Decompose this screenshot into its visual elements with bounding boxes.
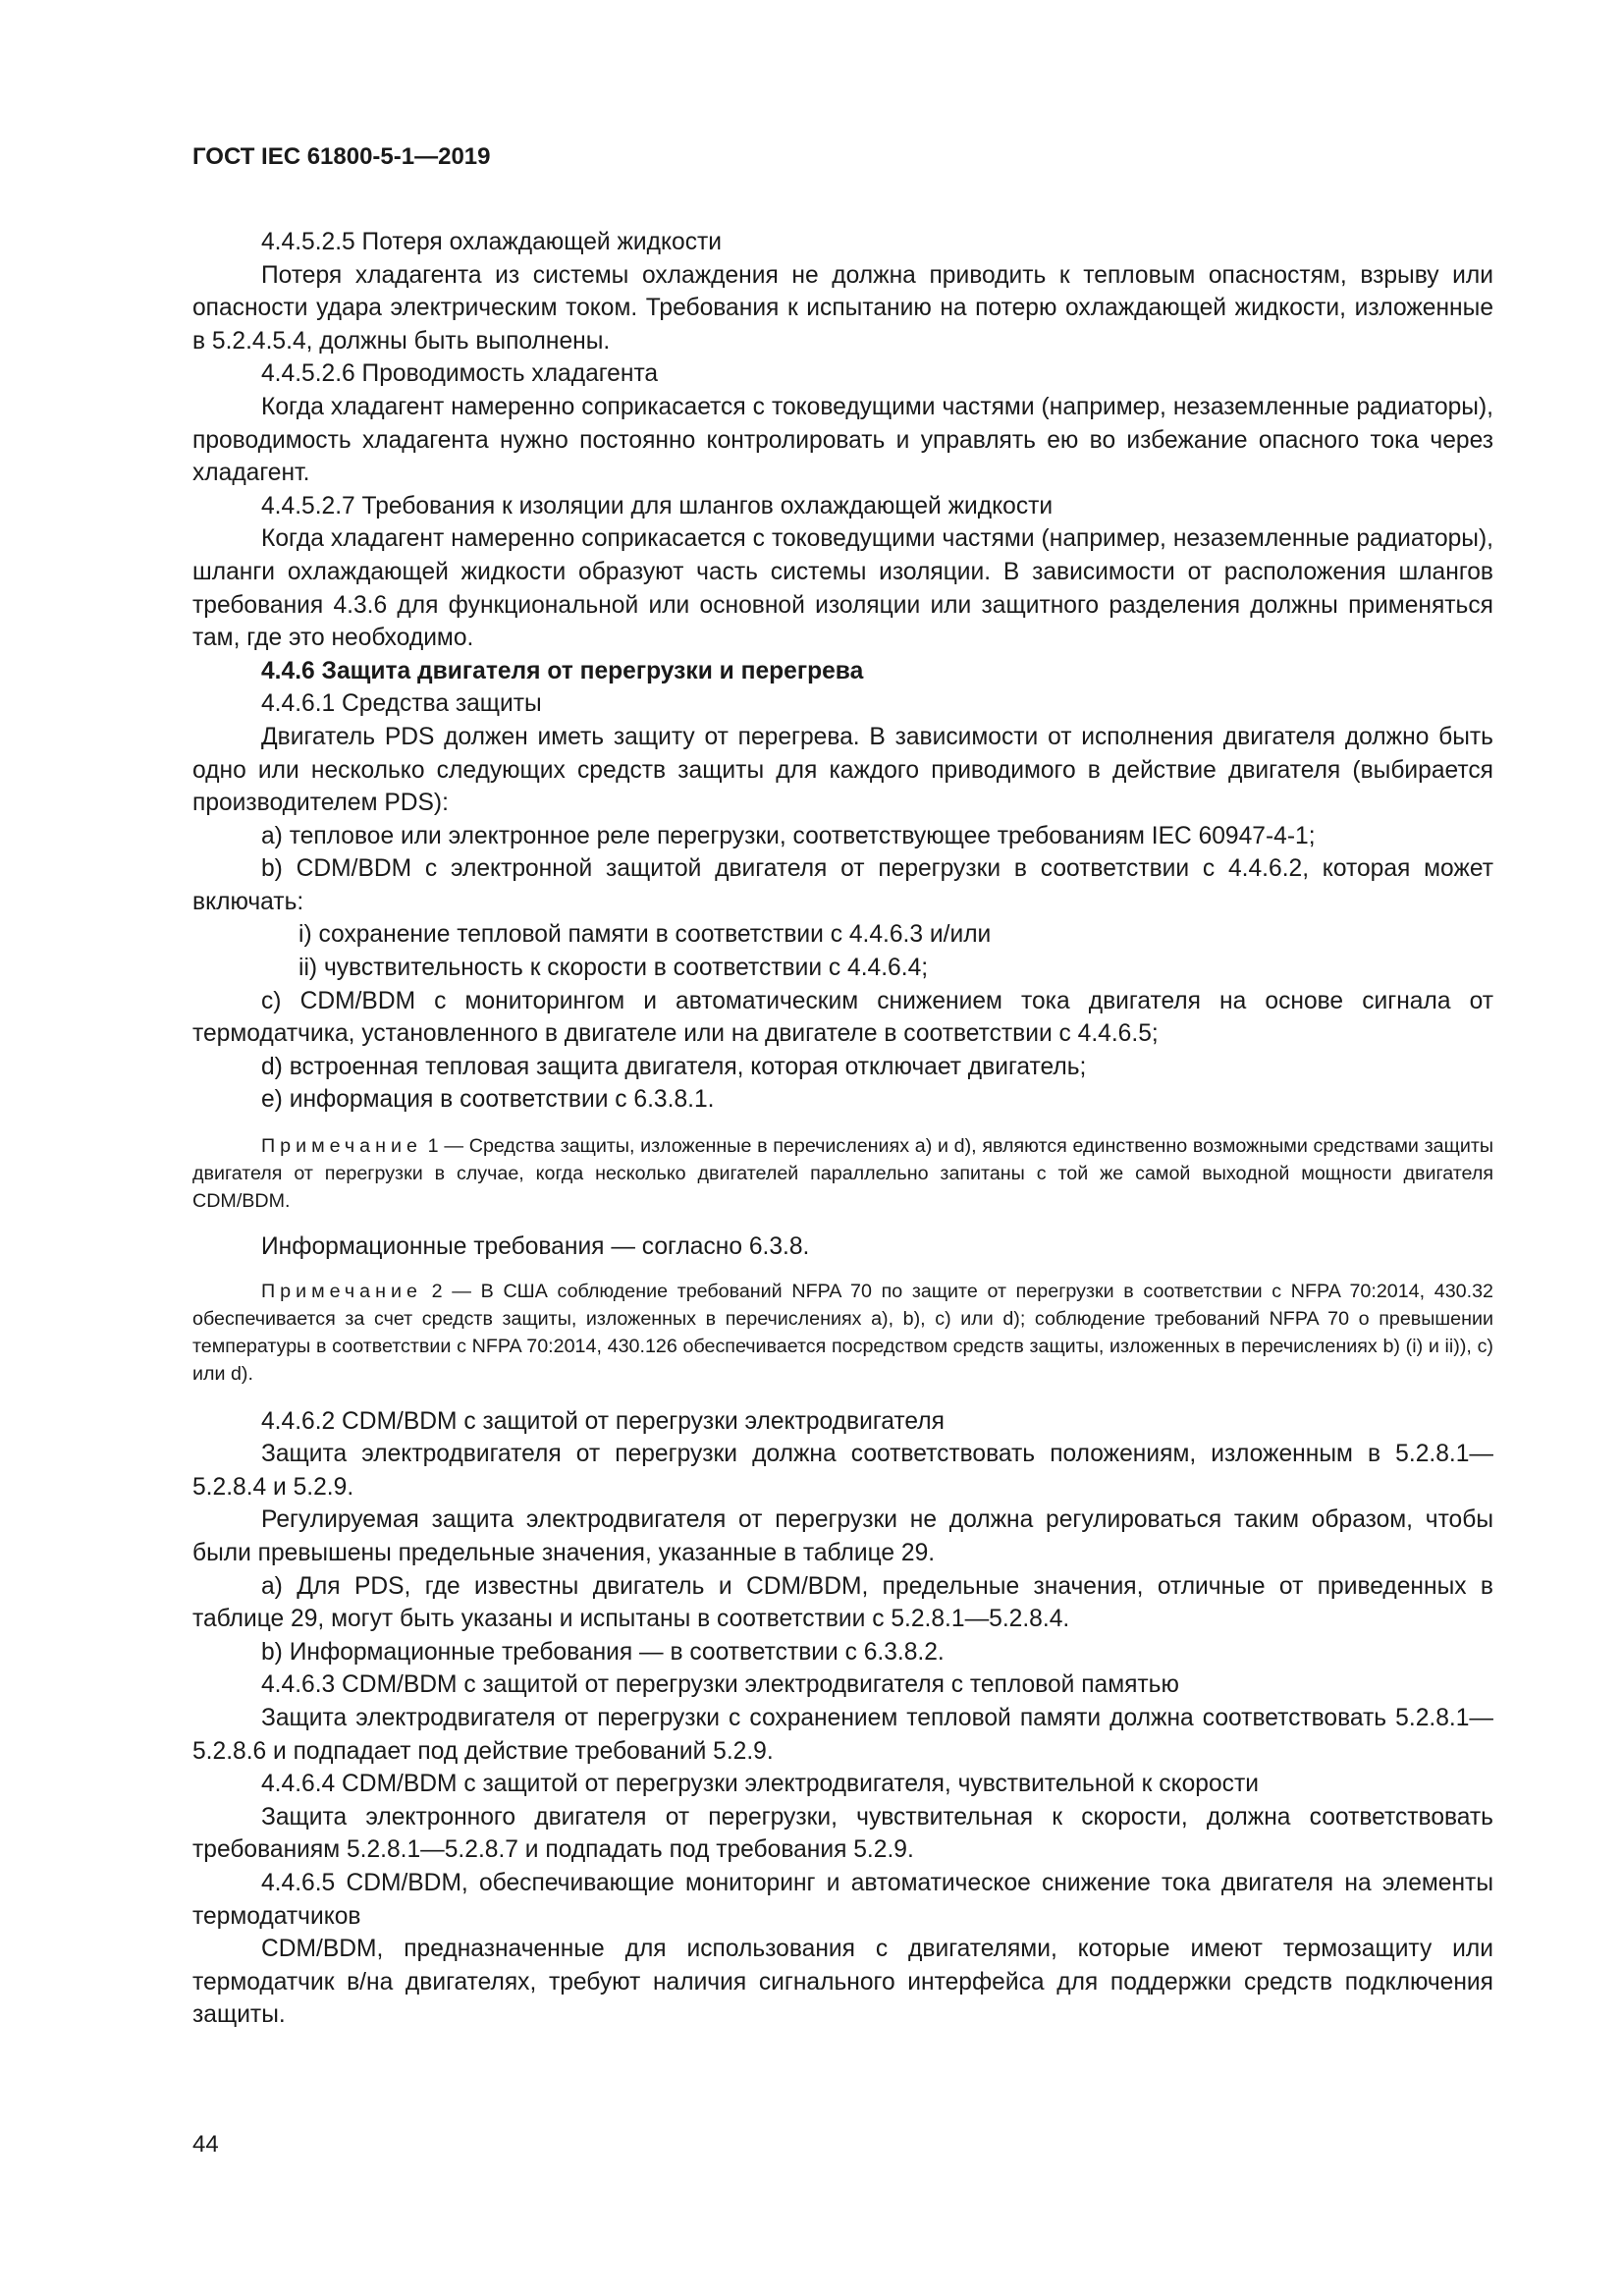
paragraph: Защита электродвигателя от перегрузки с сохранением тепловой памяти должна соответствовать 5.2.8.1—5.2.8.6 и подпадает под действие требований 5.2.9. (192, 1704, 1493, 1765)
paragraph: Информационные требования — согласно 6.3.8. (261, 1233, 810, 1261)
section-heading-4-4-6-2: 4.4.6.2 CDM/BDM с защитой от перегрузки электродвигателя (261, 1407, 945, 1435)
note-2 (192, 1278, 1493, 1388)
note-text: 2 — В США соблюдение требований NFPA 70 по защите от перегрузки в соответствии с NFPA 70:2014, 430.32 обеспечивается за счет средств защиты, изложенных в перечислениях а), b), c) или d); соблюдение требований NFPA 70 о превышении температуры в соответствии с NFPA 70:2014, 430.126 обеспечивается посредством средств защиты, изложенных в перечислениях b) (i) и ii)), c) или d). (192, 1280, 1493, 1385)
list-item: b) CDM/BDM с электронной защитой двигателя от перегрузки в соответствии с 4.4.6.2, которая может включать: (192, 855, 1493, 915)
paragraph: Когда хладагент намеренно соприкасается с токоведущими частями (например, незаземленные радиаторы), проводимость хладагента нужно постоянно контролировать и управлять ею во избежание опасного тока через хладагент. (192, 393, 1493, 487)
list-item: а) Для PDS, где известны двигатель и CDM/BDM, предельные значения, отличные от приведенных в таблице 29, могут быть указаны и испытаны в соответствии с 5.2.8.1—5.2.8.4. (192, 1572, 1493, 1633)
section-heading-4-4-6-1: 4.4.6.1 Средства защиты (261, 690, 542, 718)
note-1 (192, 1132, 1493, 1215)
section-heading-4-4-5-2-6: 4.4.5.2.6 Проводимость хладагента (261, 360, 659, 388)
list-item: а) тепловое или электронное реле перегрузки, соответствующее требованиям IEC 60947-4-1; (261, 822, 1316, 849)
list-item: b) Информационные требования — в соответствии с 6.3.8.2. (261, 1638, 945, 1666)
sub-list-item: i) сохранение тепловой памяти в соответствии с 4.4.6.3 и/или (298, 921, 992, 949)
page-number: 44 (192, 2131, 219, 2158)
list-item: d) встроенная тепловая защита двигателя, которая отключает двигатель; (261, 1053, 1087, 1080)
section-heading-4-4-6-4: 4.4.6.4 CDM/BDM с защитой от перегрузки электродвигателя, чувствительной к скорости (261, 1771, 1259, 1798)
section-heading-4-4-6-3: 4.4.6.3 CDM/BDM с защитой от перегрузки электродвигателя с тепловой памятью (261, 1671, 1179, 1699)
paragraph: Регулируемая защита электродвигателя от перегрузки не должна регулироваться таким образом, чтобы были превышены предельные значения, указанные в таблице 29. (192, 1506, 1493, 1566)
document-header: ГОСТ IEC 61800-5-1—2019 (192, 143, 491, 170)
note-label: Примечание (261, 1135, 422, 1158)
paragraph: Защита электронного двигателя от перегрузки, чувствительная к скорости, должна соответствовать требованиям 5.2.8.1—5.2.8.7 и подпадать под требования 5.2.9. (192, 1803, 1493, 1864)
paragraph: Двигатель PDS должен иметь защиту от перегрева. В зависимости от исполнения двигателя должно быть одно или несколько следующих средств защиты для каждого приводимого в действие двигателя (выбирается производителем PDS): (192, 723, 1493, 817)
note-text: 1 — Средства защиты, изложенные в перечислениях а) и d), являются единственно возможными средствами защиты двигателя от перегрузки в случае, когда несколько двигателей параллельно запитаны с той же самой выходной мощности двигателя CDM/BDM. (192, 1135, 1493, 1213)
paragraph: CDM/BDM, предназначенные для использования с двигателями, которые имеют термозащиту или термодатчик в/на двигателях, требуют наличия сигнального интерфейса для поддержки средств подключения защиты. (192, 1936, 1493, 2029)
section-heading-4-4-6-5: 4.4.6.5 CDM/BDM, обеспечивающие мониторинг и автоматическое снижение тока двигателя на элементы термодатчиков (192, 1869, 1493, 1930)
section-heading-4-4-5-2-7: 4.4.5.2.7 Требования к изоляции для шлангов охлаждающей жидкости (261, 492, 1054, 519)
note-label: Примечание (261, 1280, 422, 1302)
section-heading-4-4-5-2-5: 4.4.5.2.5 Потеря охлаждающей жидкости (261, 229, 722, 255)
list-item: е) информация в соответствии с 6.3.8.1. (261, 1086, 715, 1114)
document-body (192, 226, 1493, 2032)
paragraph: Потеря хладагента из системы охлаждения не должна приводить к тепловым опасностям, взрыву или опасности удара электрическим током. Требования к испытанию на потерю охлаждающей жидкости, изложенные в 5.2.4.5.4, должны быть выполнены. (192, 261, 1493, 355)
sub-list-item: ii) чувствительность к скорости в соответствии с 4.4.6.4; (298, 955, 929, 982)
list-item: c) CDM/BDM с мониторингом и автоматическим снижением тока двигателя на основе сигнала от термодатчика, установленного в двигателе или на двигателе в соответствии с 4.4.6.5; (192, 987, 1493, 1048)
section-heading-4-4-6: 4.4.6 Защита двигателя от перегрузки и перегрева (261, 657, 864, 684)
paragraph: Защита электродвигателя от перегрузки должна соответствовать положениям, изложенным в 5.2.8.1—5.2.8.4 и 5.2.9. (192, 1441, 1493, 1501)
paragraph: Когда хладагент намеренно соприкасается с токоведущими частями (например, незаземленные радиаторы), шланги охлаждающей жидкости образуют часть системы изоляции. В зависимости от расположения шлангов требования 4.3.6 для функциональной или основной изоляции или защитного разделения должны применяться там, где это необходимо. (192, 525, 1493, 652)
document-page (192, 137, 1493, 2032)
